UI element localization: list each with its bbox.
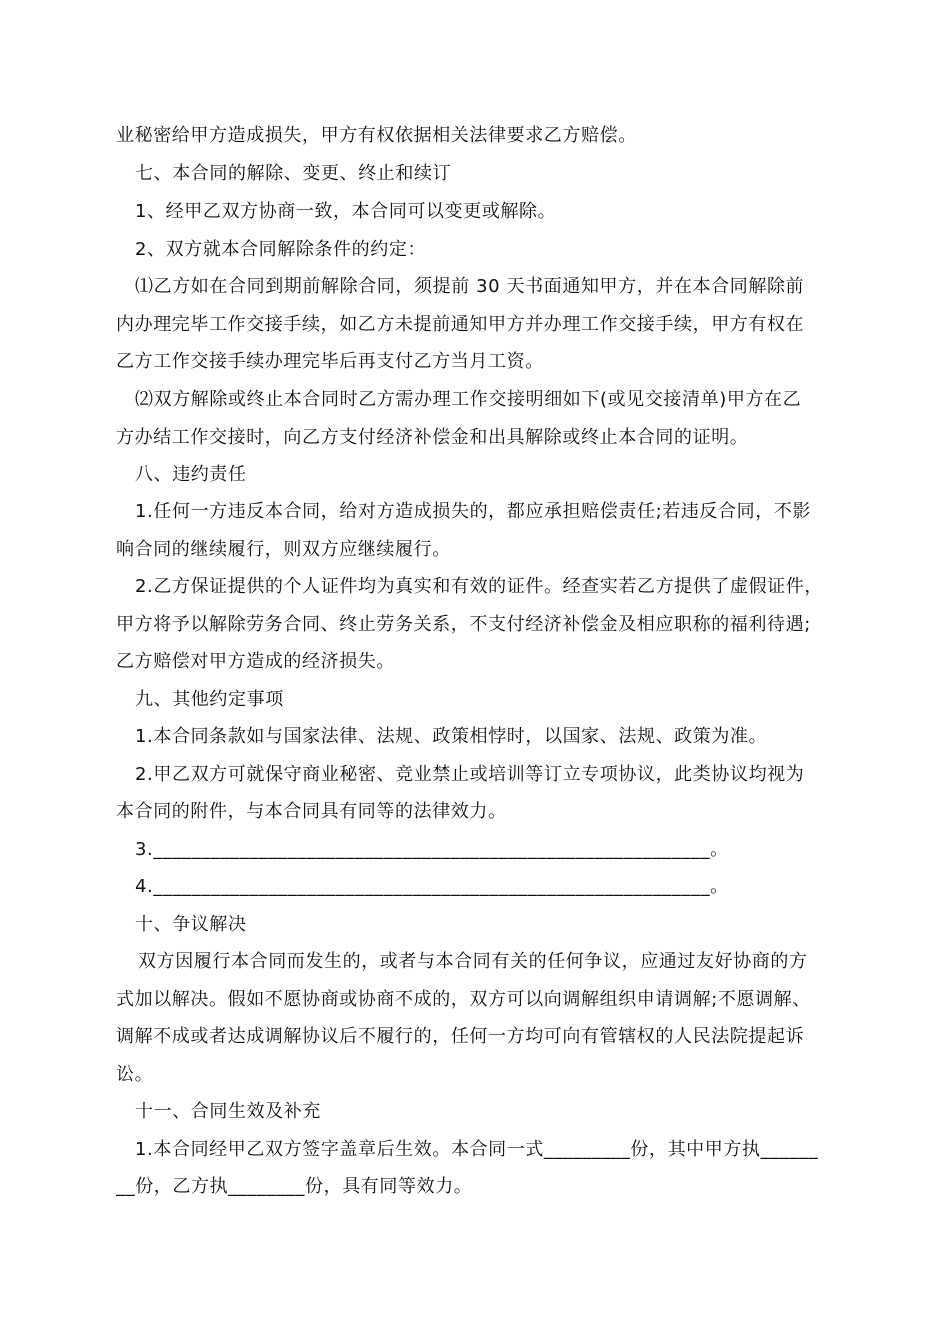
section-heading: 七、本合同的解除、变更、终止和续订 — [135, 163, 452, 184]
paragraph-line: 方办结工作交接时，向乙方支付经济补偿金和出具解除或终止本合同的证明。 — [116, 427, 749, 448]
clause-line: 2.乙方保证提供的个人证件均为真实和有效的证件。经查实若乙方提供了虚假证件， — [135, 576, 823, 597]
paragraph-line: 调解不成或者达成调解协议后不履行的，任何一方均可向有管辖权的人民法院提起诉 — [116, 1026, 805, 1047]
blank-clause-line: 4.__________________________________________________________。 — [135, 876, 729, 897]
paragraph-line: 业秘密给甲方造成损失，甲方有权依据相关法律要求乙方赔偿。 — [116, 125, 637, 146]
clause-line: 1.本合同经甲乙双方签字盖章后生效。本合同一式_________份，其中甲方执______ — [135, 1139, 819, 1160]
paragraph-line: 乙方工作交接手续办理完毕后再支付乙方当月工资。 — [116, 351, 544, 372]
clause-line: 1.任何一方违反本合同，给对方造成损失的，都应承担赔偿责任;若违反合同，不影 — [135, 501, 812, 522]
paragraph-line: 讼。 — [116, 1064, 154, 1085]
paragraph-line: 式加以解决。假如不愿协商或协商不成的，双方可以向调解组织申请调解;不愿调解、 — [116, 989, 811, 1010]
clause-line: ⑴乙方如在合同到期前解除合同，须提前 30 天书面通知甲方，并在本合同解除前 — [135, 276, 805, 297]
paragraph-line: 乙方赔偿对甲方造成的经济损失。 — [116, 651, 395, 672]
section-heading: 十、争议解决 — [135, 914, 247, 935]
paragraph-line: __份，乙方执________份，具有同等效力。 — [116, 1176, 473, 1197]
clause-line: ⑵双方解除或终止本合同时乙方需办理工作交接明细如下(或见交接清单)甲方在乙 — [135, 389, 802, 410]
clause-line: 2、双方就本合同解除条件的约定： — [135, 239, 427, 260]
clause-line: 双方因履行本合同而发生的，或者与本合同有关的任何争议，应通过友好协商的方 — [138, 951, 808, 972]
clause-line: 1.本合同条款如与国家法律、法规、政策相悖时，以国家、法规、政策为准。 — [135, 726, 768, 747]
blank-clause-line: 3.__________________________________________________________。 — [135, 839, 729, 860]
section-heading: 八、违约责任 — [135, 464, 247, 485]
section-heading: 十一、合同生效及补充 — [135, 1101, 321, 1122]
section-heading: 九、其他约定事项 — [135, 689, 284, 710]
paragraph-line: 本合同的附件，与本合同具有同等的法律效力。 — [116, 801, 507, 822]
paragraph-line: 甲方将予以解除劳务合同、终止劳务关系，不支付经济补偿金及相应职称的福利待遇; — [116, 614, 811, 635]
clause-line: 1、经甲乙双方协商一致，本合同可以变更或解除。 — [135, 201, 557, 222]
paragraph-line: 响合同的继续履行，则双方应继续履行。 — [116, 539, 451, 560]
clause-line: 2.甲乙双方可就保守商业秘密、竞业禁止或培训等订立专项协议，此类协议均视为 — [135, 764, 805, 785]
paragraph-line: 内办理完毕工作交接手续，如乙方未提前通知甲方并办理工作交接手续，甲方有权在 — [116, 314, 805, 335]
